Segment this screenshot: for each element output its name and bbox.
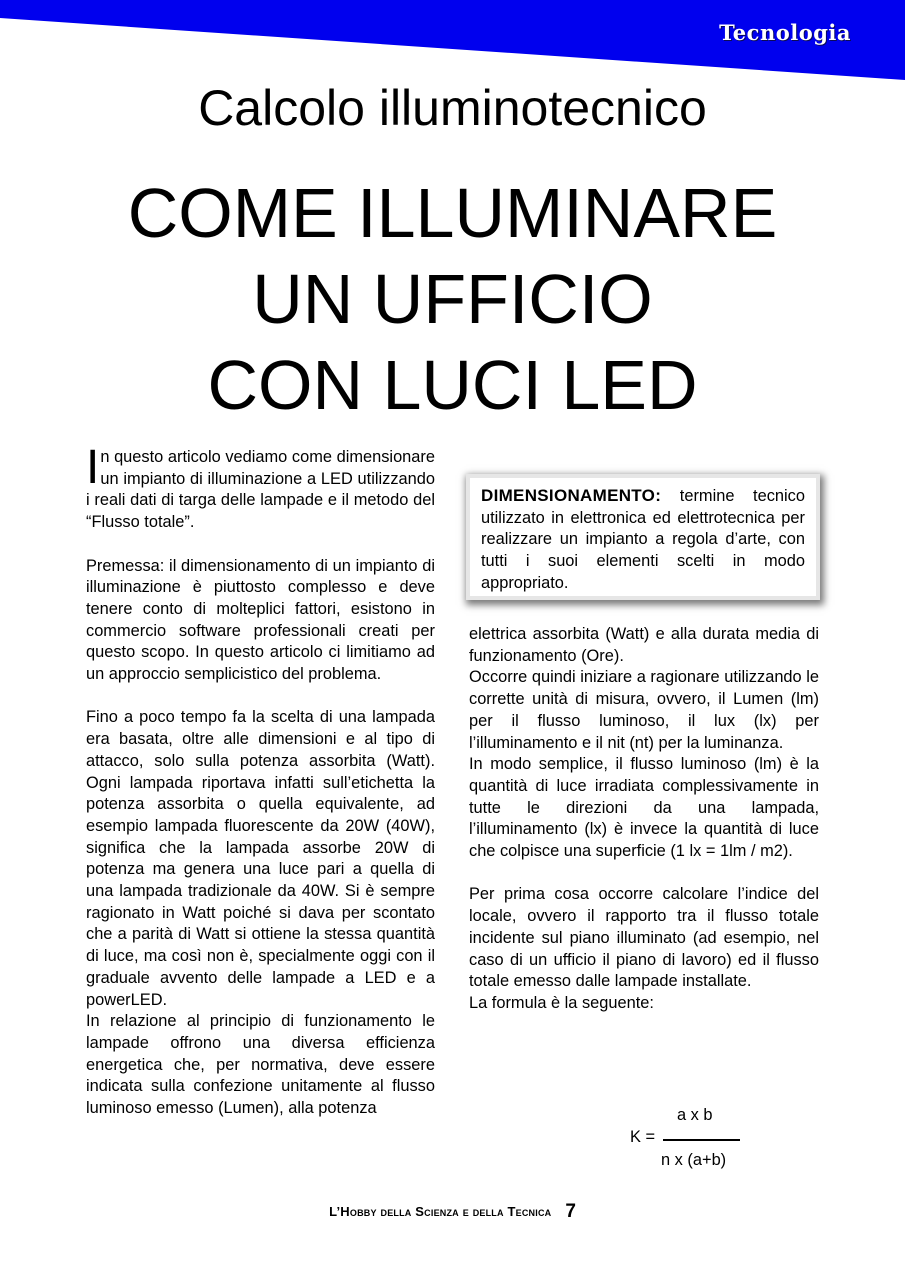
room-index-formula — [625, 1104, 765, 1174]
drop-cap: I — [86, 441, 100, 494]
article-kicker: Calcolo illuminotecnico — [198, 80, 707, 136]
fraction-bar — [663, 1139, 740, 1141]
section-label: Tecnologia — [719, 20, 851, 45]
header-banner — [0, 0, 905, 82]
body-paragraph-room-index: Per prima cosa occorre calcolare l’indice del locale, ovvero il rapporto tra il flusso totale incidente sul piano illuminato (ad esempio, nel caso di un ufficio il piano di lavoro) ed il flusso totale emesso dalle lampade installate. — [469, 885, 819, 991]
headline-line-2: UN UFFICIO — [252, 260, 653, 338]
page-footer — [0, 1201, 905, 1223]
right-column — [469, 624, 819, 1015]
left-column — [86, 441, 435, 1120]
publication-name: L’Hobby della Scienza e della Tecnica — [329, 1204, 552, 1219]
intro-paragraph — [86, 441, 435, 534]
body-paragraph-continued: elettrica assorbita (Watt) e alla durata media di funzionamento (Ore). — [469, 625, 819, 665]
headline-line-1: COME ILLUMINARE — [127, 174, 778, 252]
body-paragraph-efficiency: In relazione al principio di funzionamento le lampade offrono una diversa efficienza energetica che, per normativa, deve essere indicata sulla confezione unitamente al flusso luminoso emesso (Lumen), alla potenza — [86, 1012, 435, 1118]
formula-lhs: K = — [630, 1128, 656, 1146]
definition-term: DIMENSIONAMENTO: — [481, 486, 662, 505]
premise-paragraph: Premessa: il dimensionamento di un impianto di illuminazione è piuttosto complesso e deve tenere conto di molteplici fattori, esistono in commercio software professionali creati per questo scopo. In questo articolo ci limitiamo ad un approccio semplicistico del problema. — [86, 556, 435, 684]
formula-intro: La formula è la seguente: — [469, 993, 654, 1012]
body-paragraph-watt: Fino a poco tempo fa la scelta di una lampada era basata, oltre alle dimensioni e al tipo di attacco, solo sulla potenza assorbita (Watt). Ogni lampada riportava infatti sull’etichetta la potenza assorbita o quella equivalente, ad esempio lampada fluorescente da 20W (40W), significa che la lampada assorbe 20W di potenza ma genera una luce pari a quella di una lampada tradizionale da 40W. Si è sempre ragionato in Watt poiché si dava per scontato che a parità di Watt si ottiene la stessa quantità di luce, ma così non è, specialmente oggi con il graduale avvento delle lampade a LED e a powerLED. — [86, 708, 435, 1009]
headline-line-3: CON LUCI LED — [207, 346, 698, 424]
body-paragraph-units: Occorre quindi iniziare a ragionare utilizzando le corrette unità di misura, ovvero, il Lumen (lm) per il flusso luminoso, il lux (lx) per l’illuminamento e il nit (nt) per la luminanza. — [469, 668, 819, 752]
definition-box — [470, 478, 816, 596]
formula-denominator: n x (a+b) — [661, 1151, 727, 1169]
body-paragraph-definitions: In modo semplice, il flusso luminoso (lm) è la quantità di luce irradiata complessivamente in tutte le direzioni da una lampada, l’illuminamento (lx) è invece la quantità di luce che colpisce una superficie (1 lx = 1lm / m2). — [469, 755, 819, 861]
definition-text — [481, 485, 805, 595]
article-headline — [0, 170, 905, 428]
definition-body: termine tecnico utilizzato in elettronica ed elettrotecnica per realizzare un impianto a regola d’arte, con tutti i suoi elementi scelti in modo appropriato. — [481, 487, 805, 592]
formula-numerator: a x b — [677, 1106, 713, 1124]
intro-text: n questo articolo vediamo come dimensionare un impianto di illuminazione a LED utilizzando i reali dati di targa delle lampade e il metodo del “Flusso totale”. — [86, 448, 435, 532]
page-number: 7 — [565, 1201, 576, 1222]
